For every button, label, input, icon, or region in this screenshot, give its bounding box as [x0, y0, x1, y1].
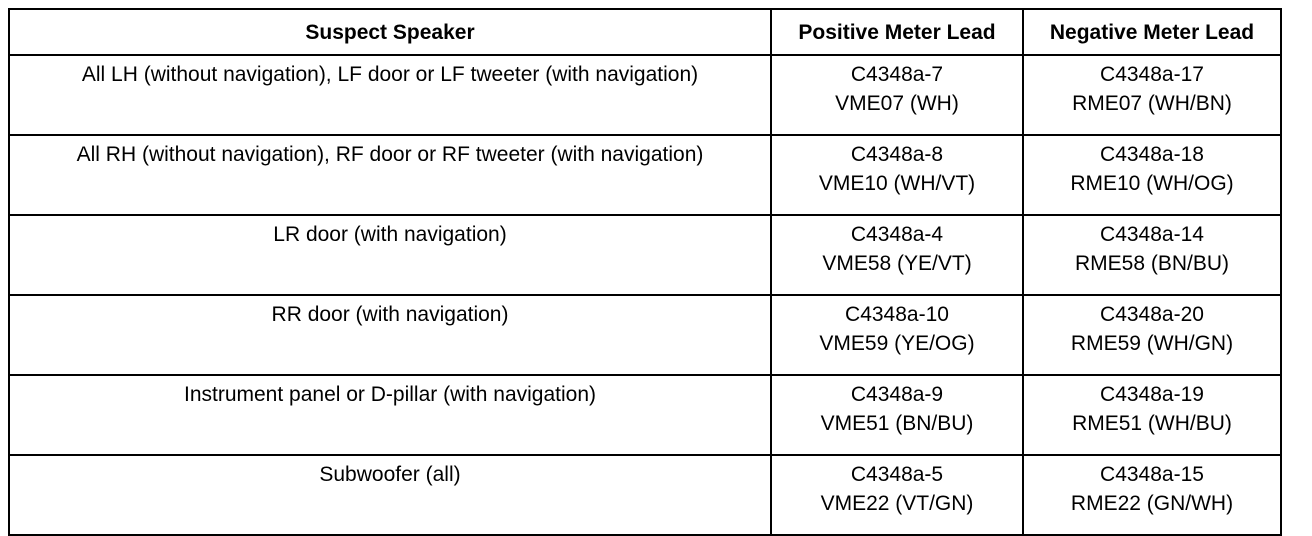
header-suspect-speaker: Suspect Speaker: [9, 9, 771, 55]
negative-pin: C4348a-20: [1100, 303, 1204, 326]
speaker-cell: All LH (without navigation), LF door or LF tweeter (with navigation): [9, 55, 771, 135]
positive-pin: C4348a-10: [845, 303, 949, 326]
negative-lead-cell: [1023, 455, 1281, 535]
negative-lead-cell: [1023, 295, 1281, 375]
speaker-cell: Instrument panel or D-pillar (with navigation): [9, 375, 771, 455]
positive-circuit: VME58 (YE/VT): [822, 252, 972, 275]
table-row: [9, 295, 1281, 375]
negative-pin: C4348a-19: [1100, 383, 1204, 406]
negative-circuit: RME10 (WH/OG): [1070, 172, 1234, 195]
negative-lead-cell: [1023, 135, 1281, 215]
positive-pin: C4348a-8: [850, 143, 944, 166]
positive-lead-cell: [771, 375, 1023, 455]
table-row: [9, 375, 1281, 455]
negative-pin: C4348a-14: [1100, 223, 1204, 246]
negative-circuit: RME58 (BN/BU): [1074, 252, 1230, 275]
header-row: [9, 9, 1281, 55]
speaker-cell: LR door (with navigation): [9, 215, 771, 295]
positive-lead-cell: [771, 135, 1023, 215]
header-positive-meter-lead: Positive Meter Lead: [771, 9, 1023, 55]
positive-pin: C4348a-4: [850, 223, 944, 246]
positive-lead-cell: [771, 295, 1023, 375]
table-row: [9, 215, 1281, 295]
table-row: [9, 55, 1281, 135]
table-row: [9, 135, 1281, 215]
negative-circuit: RME51 (WH/BU): [1072, 412, 1232, 435]
positive-circuit: VME07 (WH): [835, 92, 959, 115]
speaker-meter-table: [8, 8, 1282, 536]
negative-lead-cell: [1023, 375, 1281, 455]
negative-pin: C4348a-15: [1100, 463, 1204, 486]
positive-lead-cell: [771, 55, 1023, 135]
positive-circuit: VME59 (YE/OG): [819, 332, 975, 355]
negative-pin: C4348a-17: [1100, 63, 1204, 86]
positive-circuit: VME22 (VT/GN): [820, 492, 974, 515]
speaker-cell: All RH (without navigation), RF door or RF tweeter (with navigation): [9, 135, 771, 215]
speaker-cell: RR door (with navigation): [9, 295, 771, 375]
positive-lead-cell: [771, 215, 1023, 295]
negative-pin: C4348a-18: [1100, 143, 1204, 166]
speaker-cell: Subwoofer (all): [9, 455, 771, 535]
positive-pin: C4348a-7: [850, 63, 944, 86]
table-row: [9, 455, 1281, 535]
negative-lead-cell: [1023, 215, 1281, 295]
negative-lead-cell: [1023, 55, 1281, 135]
positive-lead-cell: [771, 455, 1023, 535]
positive-pin: C4348a-5: [850, 463, 944, 486]
table-container: [8, 8, 1282, 536]
positive-circuit: VME10 (WH/VT): [818, 172, 976, 195]
positive-pin: C4348a-9: [850, 383, 944, 406]
header-negative-meter-lead: Negative Meter Lead: [1023, 9, 1281, 55]
negative-circuit: RME59 (WH/GN): [1070, 332, 1234, 355]
negative-circuit: RME22 (GN/WH): [1070, 492, 1234, 515]
negative-circuit: RME07 (WH/BN): [1072, 92, 1232, 115]
positive-circuit: VME51 (BN/BU): [820, 412, 974, 435]
